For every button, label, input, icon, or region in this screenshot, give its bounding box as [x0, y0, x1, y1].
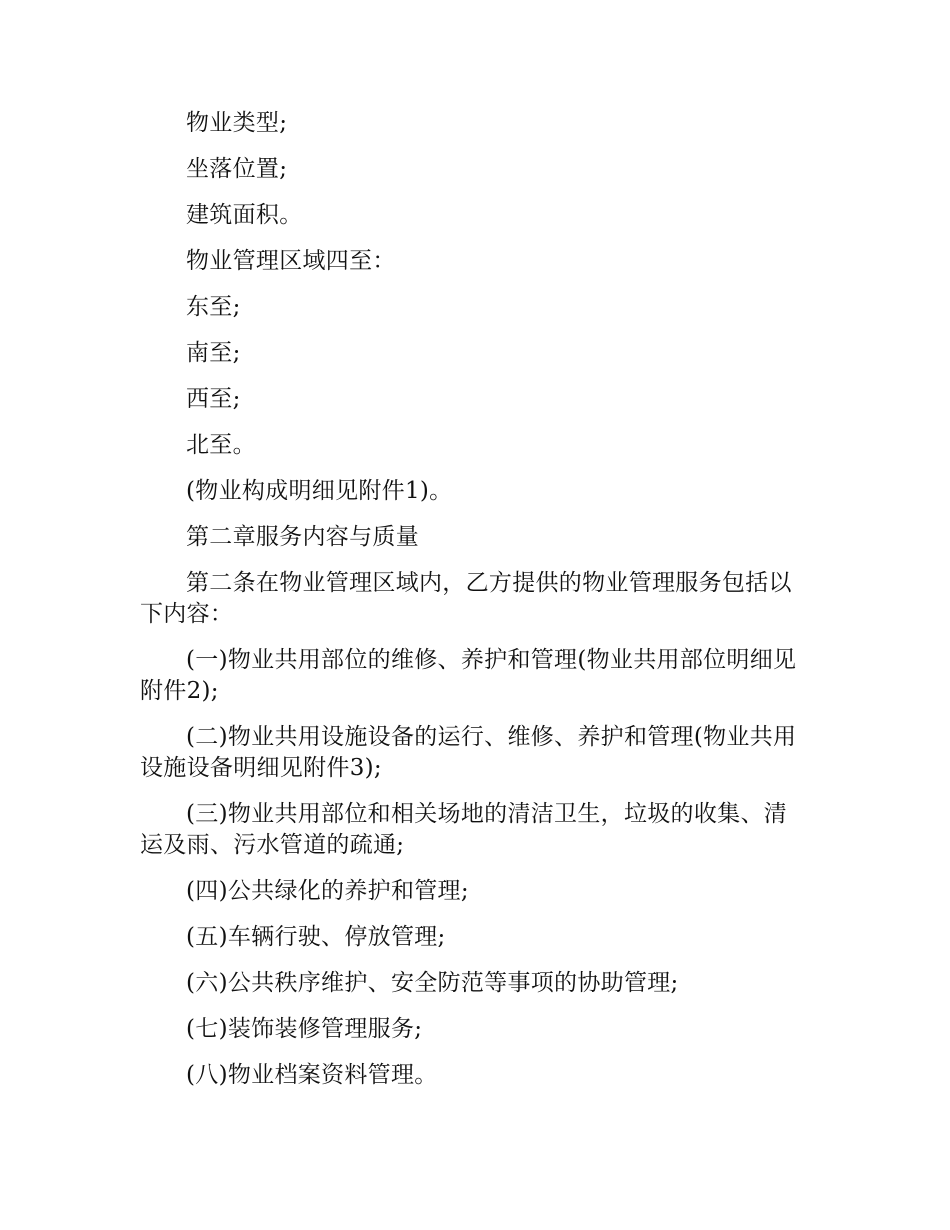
article-2: 第二条在物业管理区域内，乙方提供的物业管理服务包括以下内容： — [140, 570, 792, 627]
list-item-6: (六)公共秩序维护、安全防范等事项的协助管理; — [186, 970, 679, 996]
paragraph-boundaries-heading: 物业管理区域四至： — [186, 248, 396, 274]
list-item-3: (三)物业共用部位和相关场地的清洁卫生，垃圾的收集、清运及雨、污水管道的疏通; — [140, 801, 788, 858]
paragraph-appendix-1-note: (物业构成明细见附件1)。 — [186, 478, 453, 504]
list-item-1: (一)物业共用部位的维修、养护和管理(物业共用部位明细见附件2); — [140, 647, 797, 704]
paragraph-west-boundary: 西至; — [186, 386, 241, 412]
chapter-heading: 第二章服务内容与质量 — [186, 524, 419, 550]
paragraph-property-type: 物业类型; — [186, 110, 288, 136]
paragraph-north-boundary: 北至。 — [186, 432, 256, 458]
list-item-2: (二)物业共用设施设备的运行、维修、养护和管理(物业共用设施设备明细见附件3); — [140, 724, 797, 781]
paragraph-east-boundary: 东至; — [186, 294, 241, 320]
document-body — [140, 108, 810, 1106]
list-item-5: (五)车辆行驶、停放管理; — [186, 924, 446, 950]
paragraph-floor-area: 建筑面积。 — [186, 202, 303, 228]
paragraph-south-boundary: 南至; — [186, 340, 241, 366]
list-item-8: (八)物业档案资料管理。 — [186, 1062, 438, 1088]
list-item-7: (七)装饰装修管理服务; — [186, 1016, 423, 1042]
list-item-4: (四)公共绿化的养护和管理; — [186, 878, 469, 904]
paragraph-location: 坐落位置; — [186, 156, 288, 182]
